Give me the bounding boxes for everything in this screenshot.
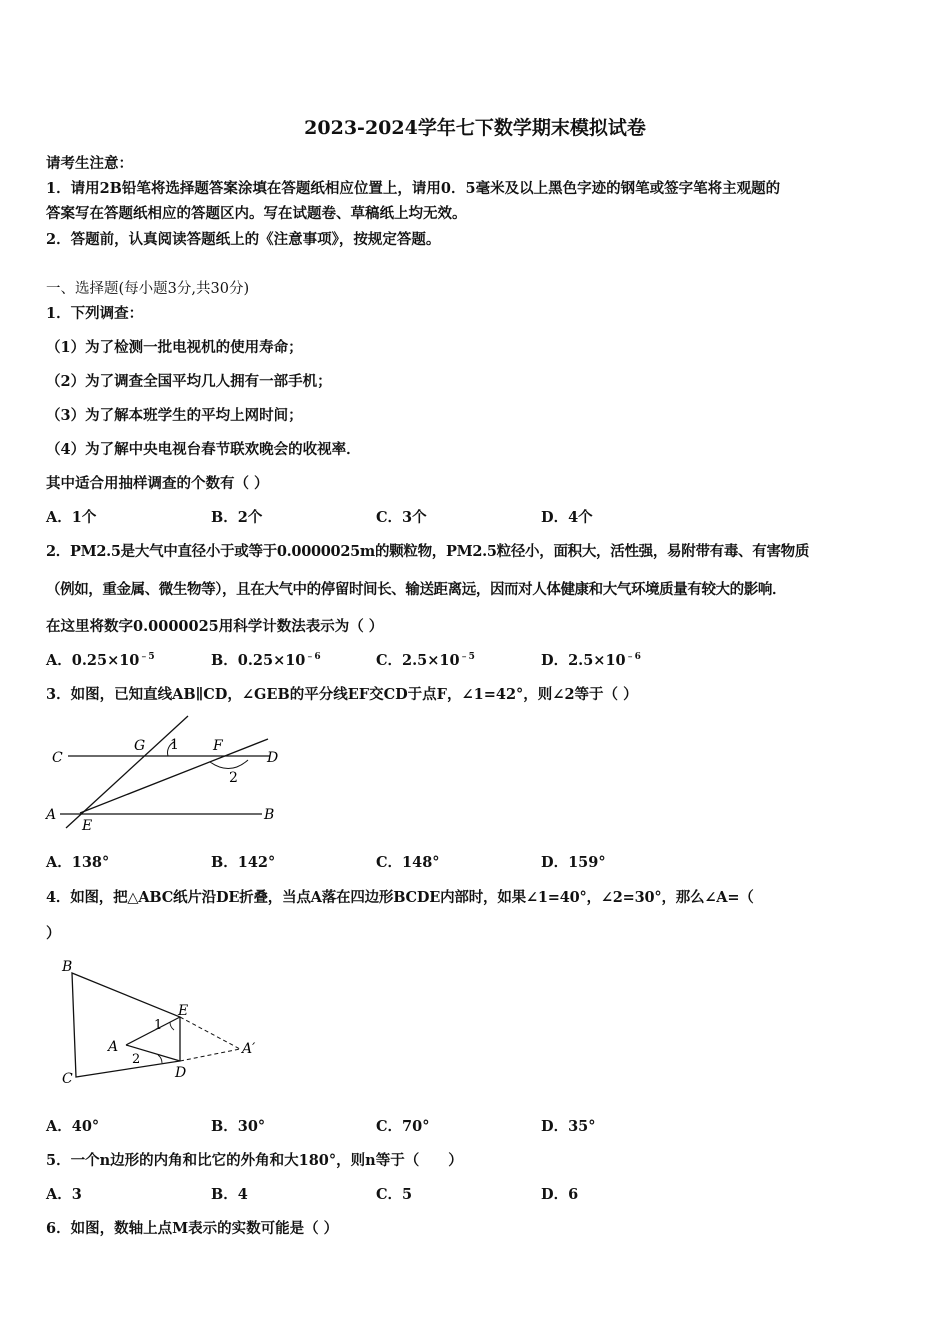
label-d: D (267, 750, 279, 766)
option-d[interactable]: D．6 (541, 1186, 579, 1203)
page-title: 2023-2024学年七下数学期末模拟试卷 (304, 117, 646, 139)
question-stem: 5．一个n边形的内角和比它的外角和大180°，则n等于（ ） (46, 1152, 463, 1169)
question-stem: （4）为了解中央电视台春节联欢晚会的收视率． (46, 441, 361, 458)
option-c[interactable]: C．70° (376, 1118, 430, 1135)
question-stem: 6．如图，数轴上点M表示的实数可能是（ ） (46, 1220, 339, 1237)
question-stem: 其中适合用抽样调查的个数有（ ） (46, 475, 269, 492)
question-stem: ） (46, 925, 61, 942)
angle-1-label: 1 (154, 1018, 163, 1033)
option-a[interactable]: A．138° (46, 854, 110, 871)
notice-item: 2．答题前，认真阅读答题纸上的《注意事项》，按规定答题。 (46, 231, 441, 248)
question-stem: 4．如图，把△ABC纸片沿DE折叠，当点A落在四边形BCDE内部时，如果∠1=40°，∠2=30°，那么∠A=（ (46, 889, 754, 906)
parallel-lines-figure (40, 710, 300, 840)
notice-heading: 请考生注意： (46, 155, 133, 172)
option-b[interactable]: B．142° (211, 854, 276, 871)
question-stem: （3）为了解本班学生的平均上网时间； (46, 407, 303, 424)
question-stem: （例如，重金属、微生物等），且在大气中的停留时间长、输送距离远，因而对人体健康和大气环境质量有较大的影响． (46, 581, 787, 598)
label-a: A (46, 807, 57, 823)
label-e: E (82, 818, 93, 834)
question-stem: 3．如图，已知直线AB∥CD，∠GEB的平分线EF交CD于点F，∠1=42°，则∠2等于（ ） (46, 686, 638, 703)
option-c[interactable]: C．$2.5\times 10^{﹣5}$ (376, 652, 475, 669)
label-b: B (264, 807, 275, 823)
option-b[interactable]: B．4 (211, 1186, 248, 1203)
option-c[interactable]: C．148° (376, 854, 440, 871)
option-d[interactable]: D．35° (541, 1118, 596, 1135)
label-e: E (178, 1003, 189, 1019)
option-c[interactable]: C．3个 (376, 509, 427, 526)
question-stem: （1）为了检测一批电视机的使用寿命； (46, 339, 303, 356)
question-stem: 在这里将数字0.0000025用科学计数法表示为（ ） (46, 618, 384, 635)
label-b: B (62, 959, 73, 975)
question-stem: 2．PM2.5是大气中直径小于或等于0.0000025m的颗粒物，PM2.5粒径小，面积大，活性强，易附带有毒、有害物质 (46, 543, 810, 560)
option-a[interactable]: A．40° (46, 1118, 100, 1135)
folded-triangle-figure (50, 955, 280, 1090)
label-c: C (52, 750, 63, 766)
option-c[interactable]: C．5 (376, 1186, 413, 1203)
option-d[interactable]: D．159° (541, 854, 606, 871)
notice-item: 1．请用2B铅笔将选择题答案涂填在答题纸相应位置上，请用0．5毫米及以上黑色字迹的钢笔或签字笔将主观题的 (46, 180, 781, 197)
question-stem: （2）为了调查全国平均几人拥有一部手机； (46, 373, 332, 390)
notice-item: 答案写在答题纸相应的答题区内。写在试题卷、草稿纸上均无效。 (46, 205, 467, 222)
section-heading: 一、选择题(每小题3分,共30分) (46, 281, 250, 297)
label-a-prime: A′ (242, 1041, 256, 1057)
label-g: G (134, 738, 146, 754)
label-a: A (108, 1039, 119, 1055)
option-d[interactable]: D．4个 (541, 509, 593, 526)
option-b[interactable]: B．30° (211, 1118, 266, 1135)
label-f: F (213, 738, 223, 754)
option-b[interactable]: B．$0.25\times 10^{﹣6}$ (211, 652, 321, 669)
label-c: C (62, 1071, 73, 1087)
angle-2-label: 2 (132, 1052, 141, 1067)
option-a[interactable]: A．$0.25\times 10^{﹣5}$ (46, 652, 155, 669)
option-a[interactable]: A．1个 (46, 509, 97, 526)
option-a[interactable]: A．3 (46, 1186, 82, 1203)
label-d: D (175, 1065, 187, 1081)
angle-2-label: 2 (229, 770, 238, 786)
option-b[interactable]: B．2个 (211, 509, 263, 526)
question-stem: 1．下列调查： (46, 305, 144, 322)
angle-1-label: 1 (170, 737, 179, 753)
option-d[interactable]: D．$2.5\times 10^{﹣6}$ (541, 652, 641, 669)
